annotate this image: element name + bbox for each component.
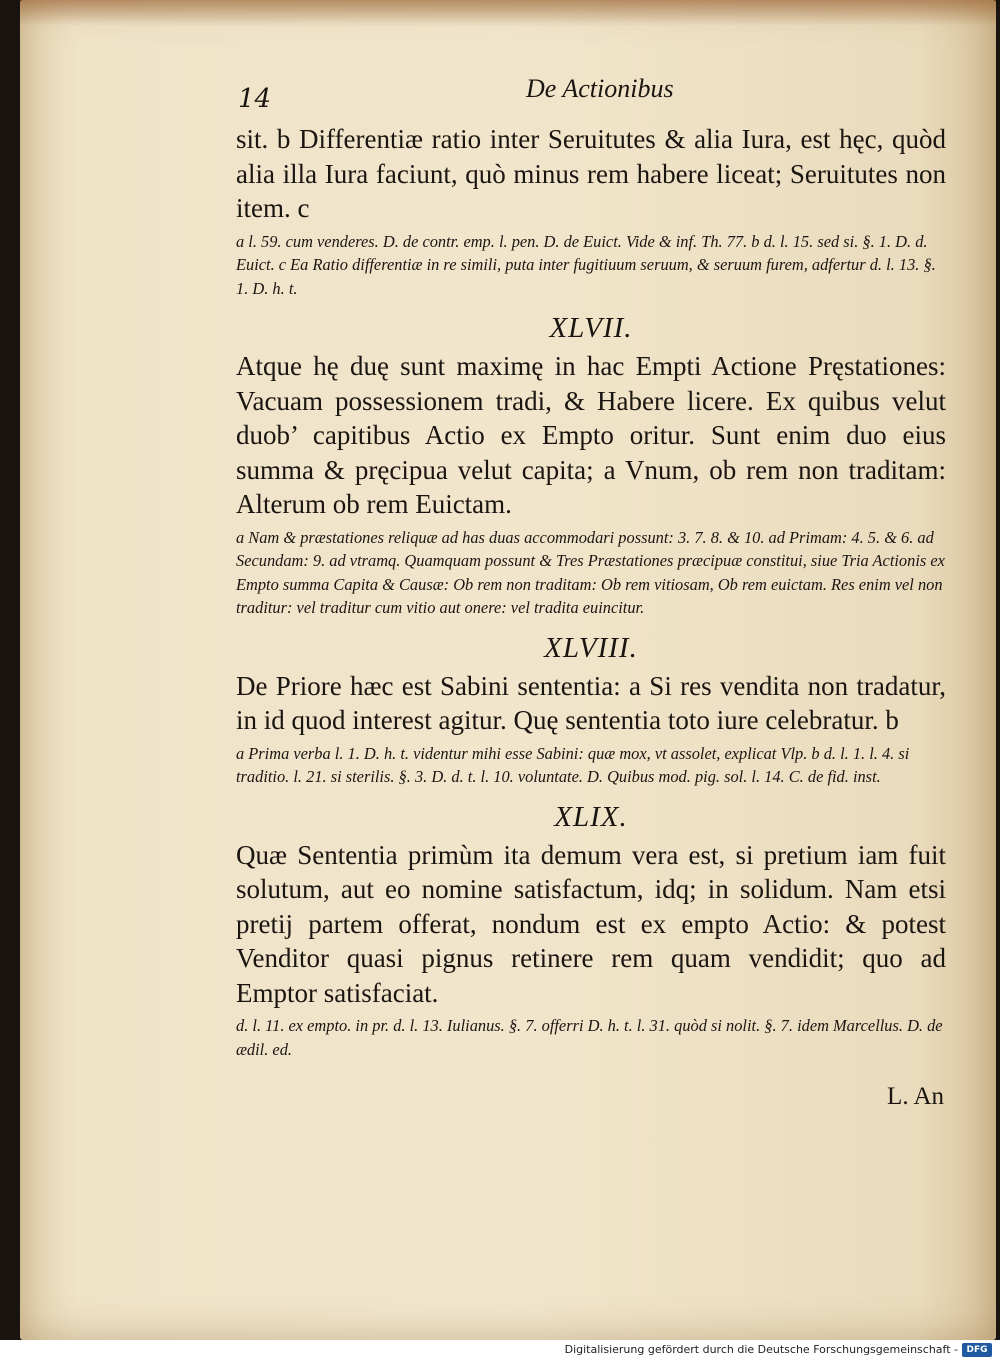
digitization-footer — [0, 1340, 1000, 1361]
section-heading: XLVII. — [549, 312, 633, 344]
body-text: sit. b Differentiæ ratio inter Seruitutes & alia Iura, est hęc, quòd alia illa Iura faciunt, quò minus rem habere liceat; Seruitutes non item. c — [236, 124, 946, 223]
page-number: 14 — [238, 84, 272, 114]
section-47 — [236, 312, 946, 620]
book-page — [20, 0, 996, 1340]
footnotes: a Nam & præstationes reliquæ ad has duas accommodari possunt: 3. 7. 8. & 10. ad Primam: 4. 5. & 6. ad Secundam: 9. ad vtramq. Quamquam possunt & Tres Præstationes præcipuæ constitui, siue Tria Actionis ex Empto summa Capita & Causæ: Ob rem non traditam: Ob rem vitiosam, Ob rem euictam. Res enim vel non traditur: vel traditur cum vitio aut onere: vel tradita euincitur. — [236, 527, 945, 617]
page-content — [236, 72, 946, 1111]
body-text: Atque hę duę sunt maximę in hac Empti Actione Pręstationes: Vacuam possessionem tradi, & Habere licere. Ex quibus velut duob’ capitibus Actio ex Empto oritur. Sunt enim duo eius summa & pręcipua velut capita; a Vnum, ob rem non traditam: Alterum ob rem Euictam. — [236, 351, 946, 519]
footer-credit: Digitalisierung gefördert durch die Deutsche Forschungsgemeinschaft - — [564, 1343, 958, 1356]
body-text: Quæ Sententia primùm ita demum vera est, si pretium iam fuit solutum, aut eo nomine satisfactum, idq; in solidum. Nam etsi pretij partem offerat, nondum est ex empto Actio: & potest Venditor quasi pignus retinere rem quam vendidit; quo ad Emptor satisfaciat. — [236, 839, 946, 1008]
page-header — [236, 72, 946, 122]
section-continuation — [236, 122, 946, 300]
running-title: De Actionibus — [526, 74, 674, 103]
catchword: L. An — [887, 1083, 944, 1110]
body-text: De Priore hæc est Sabini sententia: a Si res vendita non tradatur, in id quod interest agitur. Quę sententia toto iure celebratur. b — [236, 670, 946, 735]
section-heading: XLIX. — [554, 800, 628, 833]
footnotes: a l. 59. cum venderes. D. de contr. emp. l. pen. D. de Euict. Vide & inf. Th. 77. b d. l. 15. sed si. §. 1. D. d. Euict. c Ea Ratio differentiæ in re simili, puta inter fugitiuum seruum, & seruum furem, adfertur d. l. 13. §. 1. D. h. t. — [236, 231, 936, 298]
dfg-logo-icon: DFG — [962, 1343, 992, 1357]
footnotes: a Prima verba l. 1. D. h. t. videntur mihi esse Sabini: quæ mox, vt assolet, explicat Vlp. b d. l. 1. l. 4. si traditio. l. 21. si sterilis. §. 3. D. d. t. l. 10. voluntate. D. Quibus mod. pig. sol. l. 14. C. de fid. inst. — [236, 743, 910, 786]
page-stain — [20, 0, 996, 26]
footnotes: d. l. 11. ex empto. in pr. d. l. 13. Iulianus. §. 7. offerri D. h. t. l. 31. quòd si nolit. §. 7. idem Marcellus. D. de ædil. ed. — [236, 1016, 943, 1059]
section-heading: XLVIII. — [544, 631, 638, 664]
section-48 — [236, 632, 946, 789]
section-49 — [236, 801, 946, 1062]
